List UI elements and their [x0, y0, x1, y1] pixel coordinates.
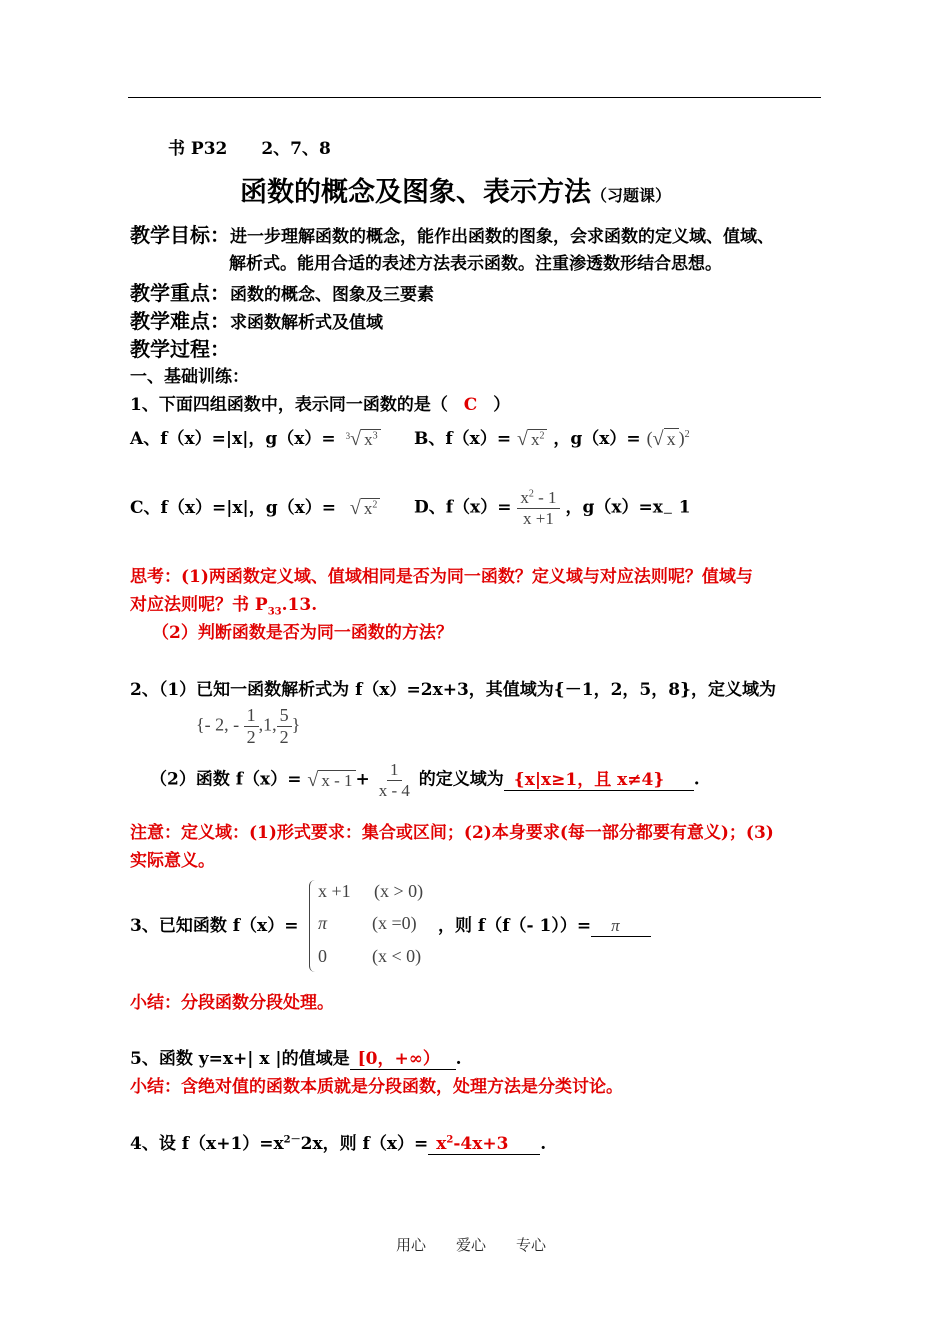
- option-b-g-expr: (√ x )$^2$: [646, 428, 690, 451]
- teaching-goals: [130, 219, 774, 248]
- piecewise-cond-1: (x > 0): [374, 881, 424, 901]
- question-2-part-2: （2）函数 f（x）= √ x - 1 + $\frac{1}{x - 4}$ 的定义域为 {x|x≥1，且 x≠4} .: [150, 760, 700, 800]
- q2-part2-sqrt: √ x - 1: [307, 769, 355, 792]
- difficulty-text: 求函数解析式及值域: [230, 313, 383, 333]
- cube-root-index: 3: [345, 431, 351, 441]
- question-2-part-1: 2、（1）已知一函数解析式为 f（x）=2x+3，其值域为{－1，2，5，8}，定义域为: [130, 680, 776, 700]
- question-3-lead: 3、已知函数 f（x）=: [130, 916, 299, 936]
- teaching-process: [130, 333, 230, 362]
- summary-1: 小结：分段函数分段处理。: [130, 993, 334, 1013]
- book-reference: 书 P32 2、7、8: [168, 139, 331, 159]
- header-rule: [128, 97, 821, 98]
- piecewise-brace: [309, 880, 316, 972]
- teaching-key-points: [130, 277, 434, 306]
- summary-2: 小结：含绝对值的函数本质就是分段函数，处理方法是分类讨论。: [130, 1077, 623, 1097]
- q1-option-c: [130, 493, 380, 520]
- q1-stem: 1、下面四组函数中，表示同一函数的是（: [130, 395, 448, 415]
- q2-part2-fraction: $\frac{1}{x - 4}$: [378, 760, 410, 800]
- radical-sign-icon: √: [349, 497, 361, 519]
- option-d-f: D、f（x）=: [414, 497, 512, 518]
- radical-sign-icon: √: [516, 428, 528, 450]
- radical-sign-icon: √: [652, 428, 664, 451]
- q4-answer: $x^2-4x+3$: [436, 1134, 509, 1154]
- key-text: 函数的概念、图象及三要素: [230, 285, 434, 305]
- goals-line2: 解析式。能用合适的表述方法表示函数。注重渗透数形结合思想。: [229, 254, 722, 274]
- note-line-2: 实际意义。: [130, 851, 215, 871]
- question-4: 4、设 $f(x+1)=x^{2-}2x$，则 $f(x)= x^2-4x+3$ .: [130, 1134, 547, 1154]
- q4-answer-blank: [428, 1134, 540, 1155]
- q2-part2-mid: 的定义域为: [418, 769, 504, 790]
- option-b-radicand: $x^2$: [528, 429, 548, 450]
- think-line-1: 思考：(1)两函数定义域、值域相同是否为同一函数？定义域与对应法则呢？值域与: [130, 567, 753, 587]
- page-title: [240, 170, 671, 209]
- goals-label: 教学目标：: [130, 223, 230, 247]
- q1-option-b: [414, 424, 690, 451]
- cube-root-radicand: $x^3$: [361, 429, 381, 450]
- question-3-tail: ，则 f（f（- 1））= π: [438, 911, 651, 937]
- option-b-sqrt: [517, 428, 547, 451]
- think-line-3: （2）判断函数是否为同一函数的方法？: [152, 623, 453, 643]
- piecewise-case-1: x +1: [318, 881, 351, 901]
- think-line-2: 对应法则呢？书 $P_{33}.13$.: [130, 595, 318, 618]
- question-5: 5、函数 y=x+| x |的值域是 [0，+∞） .: [130, 1044, 462, 1070]
- page-footer: 用心 爱心 专心: [396, 1236, 547, 1254]
- key-label: 教学重点：: [130, 281, 230, 305]
- goals-line1: 进一步理解函数的概念，能作出函数的图象，会求函数的定义域、值域、: [230, 227, 774, 247]
- set-fraction-2: $\frac{5}{2}$: [277, 705, 292, 747]
- radical-sign-icon: √: [350, 428, 362, 450]
- radical-sign-icon: √: [307, 768, 319, 791]
- set-fraction-1: $\frac{1}{2}$: [244, 705, 259, 747]
- option-d-one: 1: [678, 497, 691, 518]
- q3-answer-blank: [591, 916, 651, 937]
- option-d-g: ，g（x）=x: [565, 497, 663, 518]
- q3-answer: π: [611, 916, 620, 935]
- option-d-minus: －: [662, 508, 673, 520]
- option-c-radicand: $x^2$: [361, 498, 381, 519]
- option-a-cube-root: [346, 428, 381, 451]
- q2-part2-answer: {x|x≥1，且 x≠4}: [513, 769, 665, 790]
- option-d-fraction: [517, 488, 559, 528]
- piecewise-case-3: 0: [318, 946, 327, 966]
- title-main: 函数的概念及图象、表示方法: [240, 177, 591, 208]
- q1-option-d: [414, 488, 691, 528]
- q5-answer: [0，+∞）: [357, 1049, 440, 1069]
- option-a-f: A、f（x）=|x|，g（x）=: [130, 429, 336, 449]
- process-label: 教学过程：: [130, 337, 230, 361]
- question-1: [130, 390, 510, 415]
- teaching-difficulty: [130, 305, 383, 334]
- section-basic-training: 一、基础训练：: [130, 367, 249, 387]
- q1-close: ）: [493, 395, 511, 415]
- option-d-numerator: $x^2 - 1$: [517, 488, 559, 509]
- option-d-denominator: x +1: [523, 508, 554, 528]
- piecewise-cond-2: (x =0): [372, 913, 417, 933]
- title-note: （习题课）: [591, 186, 672, 205]
- q2-part2-lead: （2）函数 f（x）=: [150, 769, 302, 790]
- option-c-f: C、f（x）=|x|，g（x）=: [130, 498, 336, 518]
- difficulty-label: 教学难点：: [130, 309, 230, 333]
- q1-option-a: [130, 424, 381, 451]
- q1-answer: C: [463, 395, 478, 415]
- note-line-1: 注意：定义域：(1)形式要求：集合或区间；(2)本身要求(每一部分都要有意义)；(3): [130, 823, 774, 843]
- q5-answer-blank: [350, 1044, 456, 1070]
- q2-part2-answer-blank: [504, 765, 694, 791]
- piecewise-cond-3: (x < 0): [372, 946, 422, 966]
- option-b-f: B、f（x）=: [414, 429, 512, 449]
- option-b-g: ，g（x）=: [553, 429, 641, 449]
- q2-domain-set: {- 2, - $\frac{1}{2}$ ,1, $\frac{5}{2}$ }: [196, 705, 301, 747]
- piecewise-case-2: π: [318, 913, 328, 933]
- option-c-sqrt: [350, 497, 380, 520]
